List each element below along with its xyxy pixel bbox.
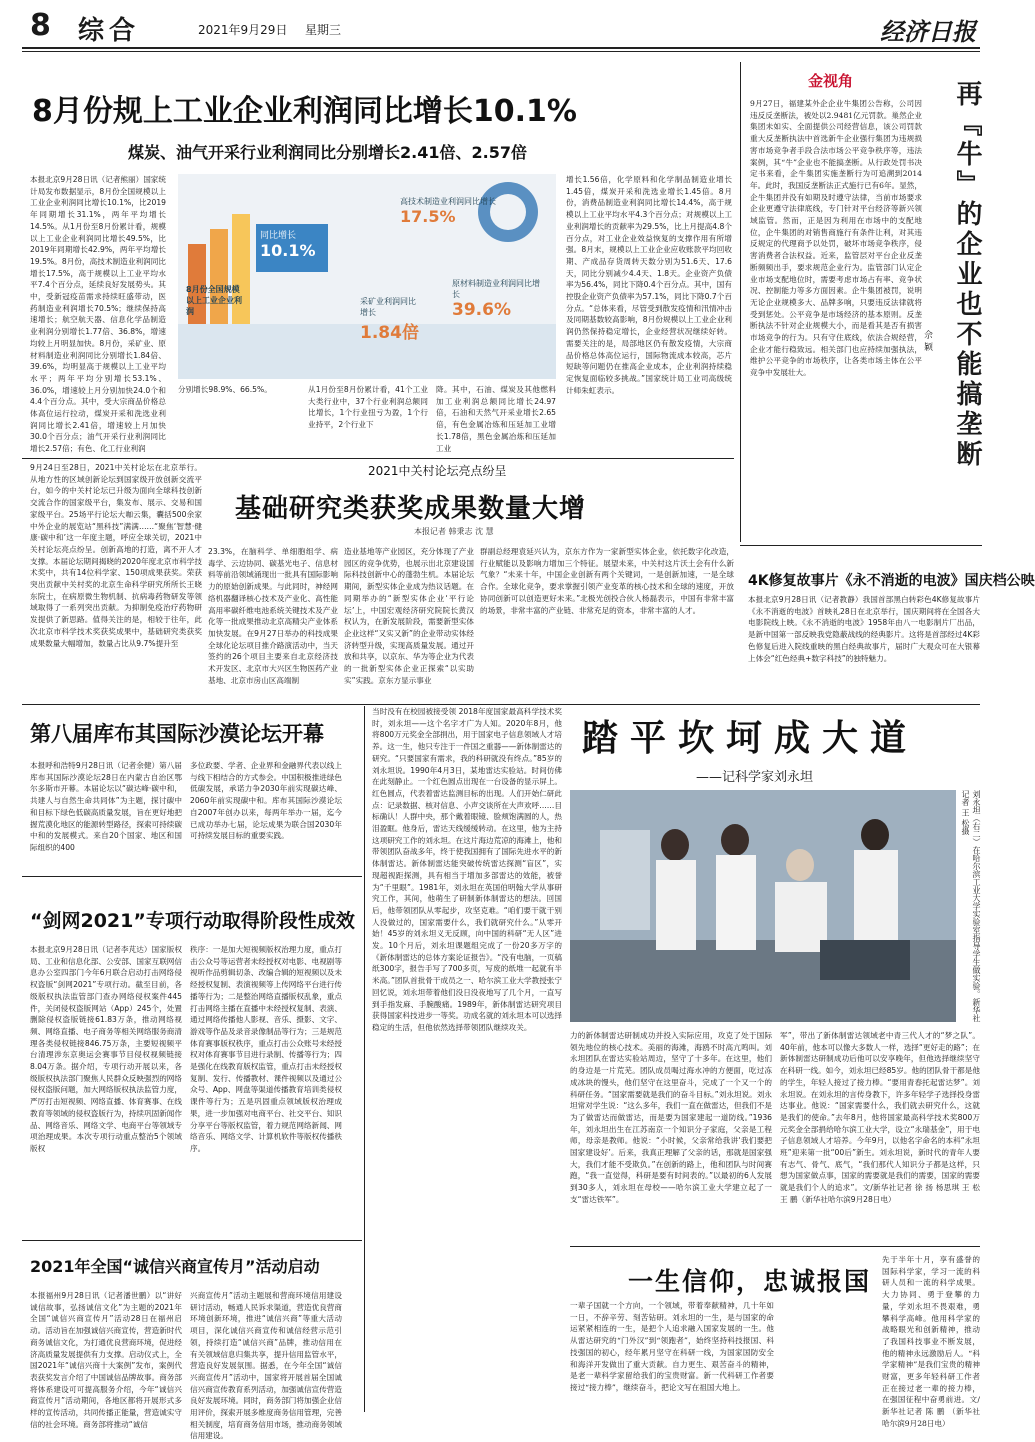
section-rule-1 bbox=[22, 458, 734, 459]
masthead bbox=[0, 0, 1000, 54]
commentary-body: 9月27日，福建某外企企业牛集团公告称，公司因违反反垄断法，被处以2.9481亿元罚款。巢然企业集团未如实、全面提供公司经营信息，该公司罚款重大反垄断执法中首选新牛企业强行集团为违规损害市场竞争者手段合法市场公平竞争秩序等，违法案例，其“牛”企业也不能搞垄断。从行政处罚书决定书来看，企牛集团实施垄断行为可追溯到2014年。此时，我国反垄断法正式施行已有6年。显然，企牛集团并没有如期及时遵守法律，当前市场要求企业更遵守法律底线，专门针对平台经济等新兴领域监管。然而，正是因为利用在市场中的支配地位，企牛集团的对销售商施行有条件让利，对其违反规定的代理商予以处罚，破坏市场竞争秩序，侵害消费者合法权益。近来，监管层对平台企业反垄断频频出手，要求规范企业行为。监管部门认定企业市场支配地位时，需要考虑市场占有率、竞争状况、控制能力等多方面因素。企牛集团被罚，说明无论企业规模多大、品牌多响，只要违反法律就将受到惩处。公平竞争是市场经济的基本原则。反垄断执法不针对企业规模大小，而是看其是否有损害市场竞争的行为。只有守住底线，依法合规经营，企业才能行稳致远。相关部门也应持续加强执法，维护公平竞争的市场秩序，让各类市场主体在公平竞争中发展壮大。 bbox=[750, 99, 922, 378]
chengxin-col2: 兴商宣传月”活动主题展和营商环境信用建设研讨活动，畅通人民诉求渠道，营造优良营商环境创新环境，推进“诚信兴商”等重大活动项目，深化诚信兴商宣传和诚信经营示范引领，持续打造“诚信兴商”品牌，推动信用在有关领域信息归集共享，提升信用监管水平，营造良好发展氛围。据悉，在今年全国“诚信兴商宣传月”活动中，国家将开展首届全国诚信兴商宣传教育系列活动，加强诚信宣传营造良好发展环境。同时，商务部门将加强企业信用评价，探索开展多维度商务信用管理，完善相关制度，培育商务信用市场，推动商务领域信用建设。 bbox=[190, 1291, 342, 1441]
info-c-box bbox=[396, 192, 546, 236]
info-c-label: 高技术制造业利润同比增长 bbox=[400, 197, 496, 206]
masthead-rule bbox=[22, 47, 980, 49]
taping-col3: 军”，带出了新体制雷达领域老中青三代人才的“梦之队”。40年前，他本可以像大多数人一样，选择“更好走的路”；在新体制雷达研制成功后他可以安享晚年，但他选择继续坚守在科研一线。如今，刘永坦已经85岁。他的团队骨干都是他的学生，年轻人接过了接力棒。“要用青春托起雷达梦”。刘永坦说。在刘永坦的言传身教下，许多年轻学子选择投身雷达事业。他说：“国家需要什么，我们就去研究什么，这就是我们的使命。”去年8月，他将国家最高科学技术奖800万元奖金全部捐给哈尔滨工业大学，设立“永瑞基金”，用于电子信息领域人才培养。今年9月，以他名字命名的本科“永坦班”迎来第一批“00后”新生。刘永坦说，新时代的青年人要有志气、骨气、底气，“我们那代人知识分子都是这样，只想为国家做点事，国家的需要就是我们的需要，国家的需要就是我们个人的追求”。文/新华社记者 徐 扬 杨思琪 王 松 王 鹏（新华社哈尔滨9月28日电） bbox=[780, 1031, 980, 1204]
paper-name: 经济日报 bbox=[880, 17, 976, 46]
section-rule-3 bbox=[22, 876, 362, 877]
desert-col1: 本报呼和浩特9月28日讯（记者余健）第八届库布其国际沙漠论坛28日在内蒙古自治区鄂尔多斯市开幕。本届论坛以“碳达峰·碳中和，共建人与自然生命共同体”为主题，探讨碳中和目标下绿色低碳高质量发展，旨在更好地把握荒漠化地区的能源转型路径，探索可持续碳中和的发展模式。来自20个国家、地区和国际组织的400 bbox=[30, 761, 182, 852]
zgc-col2: 23.3%，在脑科学、单细胞组学、病毒学、云边协同、碳基光电子、信息材料等前沿领域涌现出一批具有国际影响力的原始创新成果。与此同时，神经网络机器翻译核心技术及产业化、高性能高用率碳纤维电池系统关键技术及产业化等一批成果推动北京高精尖产业体系加快发展。在9月27日举办的科技成果全球化论坛项目推介路演活动中，当天签约的26个项目主要来自北京经济技术开发区、北京市大兴区生物医药产业基地、北京市房山区高端制 bbox=[208, 547, 338, 685]
profit-col3b: 从1月份至8月份累计看，41个工业大类行业中，37个行业利润总额同比增长，1个行业扭亏为盈，1个行业持平，2个行业下 bbox=[308, 385, 428, 430]
profit-headline: 8月份规上工业企业利润同比增长10.1% bbox=[32, 94, 577, 129]
chengxin-headline: 2021年全国“诚信兴商宣传月”活动启动 bbox=[30, 1257, 320, 1276]
zgc-col1: 9月24日至28日，2021中关村论坛在北京举行。从地方性的区域创新论坛到国家级开放创新交流平台，如今的中关村论坛已升级为面向全球科技创新交流合作的国家级平台，集发布、展示、交易和国家级平台。25场平行论坛大咖云集，囊括500余家中外企业的展览站“黑科技”满满……“聚焦‘智慧·健康·碳中和’这一年度主题，呼应全球关切，2021中关村论坛亮点纷呈。创新高地的打造，离不开人才支撑。本届论坛期间揭晓的2020年度北京市科学技术奖中，共有14位科学家、150项成果获奖。荣获突出贡献中关村奖的北京生命科学研究所所长王晓东院士，在病原微生物机制、抗病毒药物研发等领域取得了一系列突出贡献。为抑制免疫治疗药物研发提供了新思路。值得关注的是，相较于往年，此次北京市科学技术奖获奖成果中，基础研究类获奖成果数量大幅增加，数量占比从9.7%提升至 bbox=[30, 463, 202, 648]
commentary-label: 金视角 bbox=[800, 70, 861, 91]
taping-headline: 踏平坎坷成大道 bbox=[582, 718, 919, 759]
lab-photo-art bbox=[570, 790, 956, 1022]
info-e-value: 39.6% bbox=[452, 300, 511, 320]
page-number: 8 bbox=[30, 8, 51, 43]
section-rule-4 bbox=[22, 1240, 362, 1241]
info-e-box bbox=[448, 274, 548, 364]
section-rule-5 bbox=[570, 1246, 980, 1247]
taping-caption: 刘永坦（右二）在哈尔滨工业大学实验室指导学生做实验。新华社记者 王 松摄 bbox=[961, 790, 981, 1022]
profit-col2b: 分别增长98.9%、66.5%。 bbox=[178, 385, 272, 394]
taping-photo bbox=[570, 790, 956, 1022]
masthead-rule-thin bbox=[22, 51, 980, 52]
info-e-label: 原材料制造业利润同比增长 bbox=[452, 279, 540, 299]
column-divider bbox=[364, 706, 365, 1412]
xinyang-headline: 一生信仰，忠诚报国 bbox=[628, 1267, 872, 1296]
info-a-value: 10.1% bbox=[260, 241, 316, 260]
jianwang-col1: 本报北京9月28日讯（记者李芃达）国家版权局、工业和信息化部、公安部、国家互联网信息办公室四部门今年6月联合启动打击网络侵权盗版“剑网2021”专项行动。截至目前，各级版权执法监管部门查办网络侵权案件445件，关闭侵权盗版网站（App）245个，处置删除侵权盗版链接61.83万条，推动网络视频、网络直播、电子商务等相关网络服务商清理各类侵权链接846.75万条，主要短视频平台清理涉东京奥运会赛事节目侵权视频链接8.04万条。据介绍，专项行动开展以来，各级版权执法部门聚焦人民群众反映强烈的网络侵权盗版问题，加大网络版权执法监管力度，严厉打击短视频、网络直播、体育赛事、在线教育等领域的侵权盗版行为，持续巩固新闻作品、网络音乐、网络文学、电商平台等领域专项治理成果。本次专项行动重点整治5个领域版权 bbox=[30, 945, 182, 1153]
desert-headline: 第八届库布其国际沙漠论坛开幕 bbox=[30, 722, 324, 746]
jianwang-col2: 秩序：一是加大短视频版权治理力度，重点打击公众号等运营者未经授权对电影、电视剧等视听作品剪辑切条、改编合辑的短视频以及未经授权复制、表演视频等上传网络平台进行传播等行为；二是整治网络直播版权乱象，重点打击网络主播在直播中未经授权复制、表演、通过网络传播他人影视、音乐、摄影、文字、游戏等作品及录音录像制品等行为；三是规范体育赛事版权秩序，重点打击公众账号未经授权对体育赛事节目进行录制、传播等行为；四是强化在线教育版权监管，重点打击未经授权复制、发行、传播教材、课件视频以及通过公众号、App、网盘等渠道传播教育培训类侵权课件等行为；五是巩固重点领域版权治理成果，进一步加强对电商平台、社交平台、知识分享平台等版权监管，着力规范网络新闻、网络音乐、网络文学、计算机软件等版权传播秩序。 bbox=[190, 945, 342, 1153]
info-d-value: 1.84倍 bbox=[360, 323, 419, 343]
info-a-label: 同比增长 bbox=[260, 231, 297, 241]
profit-col1: 本报北京9月28日讯（记者熊丽）国家统计局发布数据显示，8月份全国规模以上工业企业利润同比增长10.1%，比2019年同期增长31.1%，两年平均增长14.5%。从1月份至8月份累计看，规模以上工业企业利润同比增长49.5%，比2019年同期增长42.9%，两年平均增长19.5%。8月份，高技术制造业利润同比增长17.5%，高于规模以上工业平均水平7.4个百分点，延续良好发展势头。其中，受新冠疫苗需求持续旺盛带动，医药制造业利润增长70.5%；继续保持高速增长；航空航天器、信息化学品制造业利润分别增长1.77倍、36.8%，增速均较上月明显加快。8月份，采矿业、原材料制造业利润同比分别增长1.84倍、39.6%，均明显高于规模以上工业平均水平；两年平均分别增长53.1%、36.0%，增速较上月分别加快24.0个和4.4个百分点。其中，受大宗商品价格总体高位运行拉动，煤炭开采和洗选业利润同比增长2.41倍，增速较上月加快30.0个百分点；油气开采行业利润同比增长2.57倍；有色、化工行业利润 bbox=[30, 175, 166, 454]
zgc-headline: 基础研究类获奖成果数量大增 bbox=[235, 494, 587, 524]
profit-col4b: 降。其中，石油、煤炭及其他燃料加工业利润总额同比增长24.97倍，石油和天然气开采业增长2.65倍，有色金属冶炼和压延加工业增长1.78倍，黑色金属冶炼和压延加工业 bbox=[436, 385, 556, 453]
commentary-title: 再『牛』的企业也不能搞垄断 bbox=[952, 80, 982, 470]
taping-col1: 当时没有在校园被接受领 2018年度国家最高科学技术奖时，刘永坦——这个名字才广为人知。2020年8月，他将800万元奖金全部捐出，用于国家电子信息领域人才培养。这一生，他只专注于一件国之重器——新体制雷达的研究。“只要国家有需求，我的科研就没有终点。”85岁的刘永坦说。1990年4月3日，某地雷达实验站。时间仿佛在此刻静止。一个红色圆点出现在一台设备的显示屏上。红色圆点，代表着雷达监测目标的出现。人们开始仁研此点：记录数据、核对信息、小声交谈所在大声欢呼……目标确认！人群中央，那个戴着眼镜、脸颊饱满圆的人，热泪盈眶。他身后，雷达天线缓缓转动。在这里，他为主持这项研究工作的刘永坦。在这片海边荒凉的海滩上，他和带领团队奋战多年，终于使我国拥有了国际先进水平的新体制雷达。新体制雷达能突破传统雷达探测“盲区”，实现超视距探测，具有相当于增加多部雷达的效能，被誉为“千里眼”。1981年，刘永坦在英国伯明翰大学从事研究工作，其间，他萌生了研制新体制雷达的想法。回国后，他带领团队从零起步，攻坚克难。“咱们要干就干别人没做过的，国家需要什么，我们就研究什么。”从零开始！45岁的刘永坦义无反顾，向中国的科研“无人区”进发。10个月后，刘永坦课题组完成了一份20多万字的《新体制雷达的总体方案论证报告》。“没有电脑，一页稿纸300字，报告手写了700多页，写废的纸堆一起就有半米高。”团队首批骨干成员之一、哈尔滨工业大学教授张宁回忆说，刘永坦带着他们没日没夜地写了几个月，一直写到手指发麻、手腕酸痛。1989年，新体制雷达研究项目获得国家科技进步一等奖。功成名就的刘永坦本可以选择稳定的生活，但他依然选择带领团队继续攻关。 bbox=[372, 707, 562, 1032]
section-name: 综合 bbox=[78, 16, 141, 46]
info-c-value: 17.5% bbox=[400, 207, 456, 226]
info-a-box bbox=[256, 224, 328, 272]
taping-subhead: ——记科学家刘永坦 bbox=[696, 770, 814, 785]
xinyang-right: 先于半年十月，享有盛誉的国际科学家，学习一流的科研人员和一流的科学成果。大力协同、勇于登攀的力量，学刘永坦不畏艰难，勇攀科学高峰。他用科学家的战略眼光和创新精神，推动了我国科技事业不断发展，他的精神永远激励后人。“科学家精神”是我们宝贵的精神财富，更多年轻科研工作者正在接过老一辈的接力棒，在强国征程中奋勇前进。文/新华社记者 陈 鹏 （新华社哈尔滨9月28日电） bbox=[882, 1255, 980, 1428]
chengxin-col1: 本报福州9月28日讯（记者潘世鹏）以“讲好诚信故事，弘扬诚信文化”为主题的2021年全国“诚信兴商宣传月”活动28日在福州启动。活动旨在加强诚信兴商宣传，营造新时代商务诚信文化，为打通优良营商环境，促进经济高质量发展提供有力支撑。启动仪式上，全国2021年“诚信兴商十大案例”发布，案例代表获奖发言介绍了中国诚信品牌故事。商务部将体系建设可可提高服务介绍，今年“诚信兴商宣传月”活动期间，各地区都将开展形式多样的宣传活动，共同传播正能量，营造诚实守信的社会环境。商务部将推动“诚信 bbox=[30, 1291, 182, 1429]
commentary-bottom-rule bbox=[740, 545, 982, 546]
xinyang-left: 一辈子国就一个方向，一个领域，带着奉献精神，几十年如一日，不辞辛劳、刻苦钻研。刘永坦的一生，是与国家的命运紧紧相连的一生，是把个人追求融入国家发展的一生。他从雷达研究的“门外汉”到“领跑者”，始终坚持科技报国、科技强国的初心，经年累月坚守在科研一线，为国家国防安全和海洋开发做出了重大贡献。自力更生、艰苦奋斗的精神，是老一辈科学家留给我们的宝贵财富。新一代科研工作者要接过“接力棒”，继续奋斗，把论文写在祖国大地上。 bbox=[570, 1301, 774, 1392]
section-rule-2 bbox=[22, 704, 980, 705]
desert-col2: 多位政要、学者、企业界和金融界代表以线上与线下相结合的方式参会。中国积极推进绿色低碳发展，承诺力争2030年前实现碳达峰、2060年前实现碳中和。库布其国际沙漠论坛自2007年创办以来，每两年举办一届，迄今已成功举办七届，论坛成果为联合国2030年可持续发展目标的重要实践。 bbox=[190, 761, 342, 841]
taping-col2: 力的新体制雷达研制成功并投入实际应用，攻克了处于国际领先地位的核心技术。美丽的海滩，海鸥不时高亢鸣叫。刘永坦团队在雷达实验站周边，坚守了十多年。在这里，他们的身边是一片荒芜。团队成员喝过海水冲的方便面，吃过冻成冰块的馒头，他们坚守在这里奋斗，完成了一个又一个的科研任务。“国家需要就是我们的奋斗目标。”刘永坦说。刘永坦常对学生说：“这么多年，我们一直在做雷达，但我们不是为了做雷达而做雷达，而是要为国家建起一道防线。”1936年，刘永坦出生在江苏南京一个知识分子家庭，父亲是工程师，母亲是教师。他说：“小时候，父亲常给我讲‘我们要把国家建设好’。后来，我真正理解了父亲的话，那就是国家强大，我们才能不受欺负。”在创新的路上，他和团队与时间赛跑，“我一直觉得，科研是要有时间表的。”以最初的6人发展到30多人，刘永坦在母校——哈尔滨工业大学建立起了一支“雷达铁军”。 bbox=[570, 1031, 772, 1204]
jianwang-headline: “剑网2021”专项行动取得阶段性成效 bbox=[30, 910, 355, 932]
profit-col5: 增长1.56倍，化学原料和化学制品制造业增长1.45倍，煤炭开采和洗选业增长1.45倍。8月份，消费品制造业利润同比增长14.4%，高于规模以上工业平均水平4.3个百分点；对规模以上工业利润增长的贡献率为29.5%，比上月提高4.8个百分点，对工业企业效益恢复的支撑作用有所增强。8月末，规模以上工业企业应收账款平均回收期、产成品存货周转天数分别为51.6天、17.6天，同比分别减少4.4天、1.8天。企业资产负债率为56.4%，同比下降0.4个百分点。其中，国有控股企业资产负债率为57.1%，同比下降0.7个百分点。“总体来看，尽管受到散发疫情和汛情冲击及同期基数较高影响，8月份规模以上工业企业利润仍然保持稳定增长，企业经营状况继续好转。需要关注的是，局部地区仍有散发疫情，大宗商品价格总体高位运行，国际物流成本较高，芯片短缺等问题仍在推高企业成本，企业利润持续稳定恢复面临较多挑战。”国家统计局工业司高级统计师朱虹表示。 bbox=[566, 175, 732, 395]
info-b-label: 8月份全国规模以上工业企业利润 bbox=[186, 285, 242, 316]
profit-subhead: 煤炭、油气开采行业利润同比分别增长2.41倍、2.57倍 bbox=[128, 143, 527, 162]
info-d-label: 采矿业利润同比增长 bbox=[360, 297, 416, 317]
zgc-col4: 群副总经理袁延兴认为，京东方作为一家新型实体企业，依托数字化改造，行业赋能以及影响力增加三个特征。展望未来，中关村这片沃土会有什么新气象？“未来十年，中国企业创新有两个关键词，一是创新加速，一是全球合作。全球化竞争，要求掌握引领产业变革的核心技术和全球的速度，开放协同创新可以创造更好未来。”北极光创投合伙人杨磊表示，中国有非常丰富的场景，非常丰富的产业链、非常充足的资本，非常丰富的人才。 bbox=[480, 547, 734, 615]
zgc-kicker: 2021中关村论坛亮点纷呈 bbox=[368, 464, 507, 478]
weekday: 星期三 bbox=[305, 23, 342, 37]
commentary-author: 佘 颖 bbox=[922, 330, 932, 351]
zgc-col3: 造业基地等产业园区，充分体现了产业园区的竞争优势，也展示出北京建设国际科技创新中心的蓬勃生机。本届论坛期间，新型实体企业成为热议话题。在同期举办的“新型实体企业‘平行论坛’上，中国宏观经济研究院院长黄汉权认为，在新发展阶段，需要新型实体企业这样“又实又新”的企业带动实体经济转型升级，实现高质量发展。通过开放和共享，以京东、华为等企业为代表的一批新型实体企业正探索“以实助实”实践。京东方显示事业 bbox=[344, 547, 474, 685]
film-body: 本报北京9月28日讯（记者教静）我国首部黑白转彩色4K修复故事片《永不消逝的电波》首映礼28日在北京举行，国庆期间将在全国各大电影院线上映。《永不消逝的电波》1958年由八一电影制片厂出品，是新中国第一部反映我党隐蔽战线的经典影片。这将是首部经过4K彩色修复后进入院线重映的黑白经典故事片，届时广大观众可在大银幕上体会“红色经典+数字科技”的独特魅力。 bbox=[748, 595, 980, 663]
commentary-border bbox=[740, 62, 741, 542]
date: 2021年9月29日 bbox=[198, 23, 288, 37]
film-headline: 4K修复故事片《永不消逝的电波》国庆档公映 bbox=[748, 573, 1035, 589]
profit-infographic bbox=[178, 174, 556, 379]
zgc-byline: 本报记者 韩秉志 沈 慧 bbox=[414, 527, 494, 536]
info-d-box bbox=[356, 292, 426, 362]
